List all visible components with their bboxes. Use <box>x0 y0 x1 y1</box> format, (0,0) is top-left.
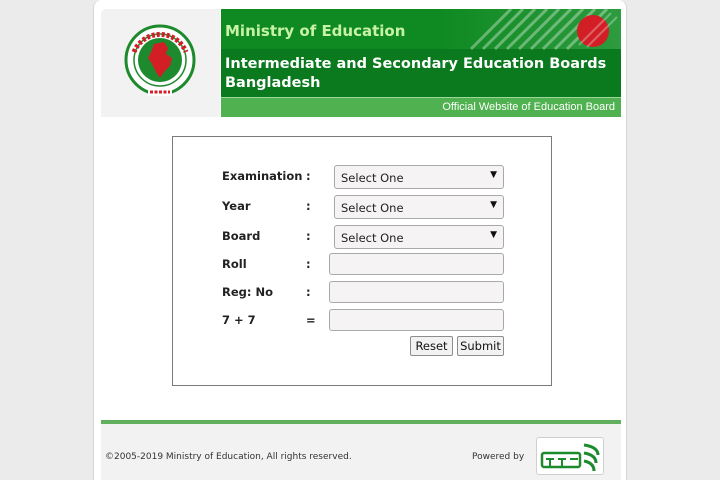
board-colon: : <box>306 229 311 243</box>
examination-row <box>173 165 553 189</box>
logo-panel <box>101 9 220 117</box>
captcha-question: 7 + 7 <box>222 313 256 327</box>
site-header <box>101 9 621 117</box>
year-colon: : <box>306 199 311 213</box>
board-title: Intermediate and Secondary Education Boards Bangladesh <box>225 56 607 91</box>
banner-bottom-strip <box>221 97 621 117</box>
board-select-value: Select One <box>341 231 404 245</box>
result-form <box>172 136 552 386</box>
reg-input[interactable] <box>329 281 504 303</box>
header-banner <box>221 9 621 117</box>
official-website-text: Official Website of Education Board <box>442 101 615 113</box>
year-row <box>173 195 553 219</box>
examination-select-value: Select One <box>341 171 404 185</box>
examination-select[interactable] <box>334 165 504 189</box>
teletalk-logo[interactable] <box>536 437 604 475</box>
reset-button[interactable]: Reset <box>410 336 453 356</box>
ministry-title: Ministry of Education <box>225 22 406 40</box>
captcha-input[interactable] <box>329 309 504 331</box>
submit-button[interactable]: Submit <box>457 336 504 356</box>
captcha-row <box>173 309 553 333</box>
chevron-down-icon: ▼ <box>490 170 497 180</box>
roll-colon: : <box>306 257 311 271</box>
teletalk-logo-icon <box>540 441 602 473</box>
captcha-equals: = <box>306 313 316 327</box>
year-label: Year <box>222 199 251 213</box>
reg-colon: : <box>306 285 311 299</box>
roll-input[interactable] <box>329 253 504 275</box>
examination-colon: : <box>306 169 311 183</box>
site-footer <box>101 424 621 480</box>
reg-row <box>173 281 553 305</box>
roll-row <box>173 253 553 277</box>
board-select[interactable] <box>334 225 504 249</box>
copyright-text: ©2005-2019 Ministry of Education, All rights reserved. <box>105 452 352 462</box>
powered-by-text: Powered by <box>472 452 525 462</box>
year-select[interactable] <box>334 195 504 219</box>
roll-label: Roll <box>222 257 247 271</box>
page-container <box>93 0 627 480</box>
reg-label: Reg: No <box>222 285 274 299</box>
examination-label: Examination <box>222 169 303 183</box>
board-label: Board <box>222 229 261 243</box>
year-select-value: Select One <box>341 201 404 215</box>
board-row <box>173 225 553 249</box>
chevron-down-icon: ▼ <box>490 200 497 210</box>
bangladesh-government-seal-icon <box>124 22 196 102</box>
chevron-down-icon: ▼ <box>490 230 497 240</box>
